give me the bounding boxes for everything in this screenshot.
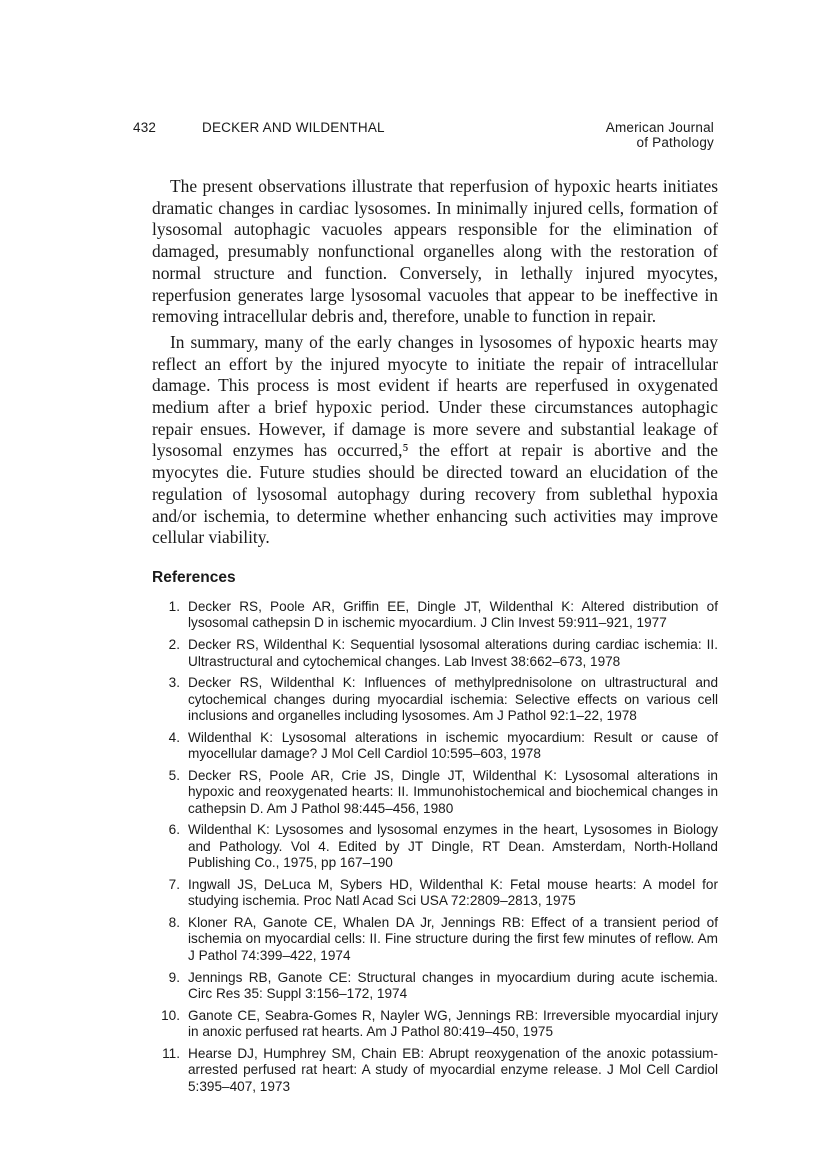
reference-item: [152, 1008, 718, 1041]
reference-text: Decker RS, Wildenthal K: Sequential lysosomal alterations during cardiac ischemia: II. Ultrastructural and cytochemical changes. Lab Invest 38:662–673, 1978: [188, 637, 718, 669]
reference-number: 7.: [168, 876, 180, 892]
reference-number: 8.: [168, 914, 180, 930]
reference-item: [152, 915, 718, 964]
reference-item: [152, 1046, 718, 1095]
reference-number: 6.: [168, 822, 180, 838]
references-heading: References: [152, 569, 236, 586]
reference-text: Ganote CE, Seabra-Gomes R, Nayler WG, Jennings RB: Irreversible myocardial injury in anoxic perfused rat hearts. Am J Pathol 80:419–450, 1975: [188, 1007, 718, 1040]
paragraph-summary: In summary, many of the early changes in lysosomes of hypoxic hearts may reflect an effort by the injured myocyte to initiate the repair of intracellular damage. This process is most evident if hearts are reperfused in oxygenated medium after a brief hypoxic period. Under these circumstances autophagic repair ensues. However, if damage is more severe and substantial leakage of lysosomal enzymes has occurred,⁵ the effort at repair is abortive and the myocytes die. Future studies should be directed toward an elucidation of the regulation of lysosomal autophagy during recovery from sublethal hypoxia and/or ischemia, to determine whether enhancing such activities may improve cellular viability.: [152, 331, 718, 548]
reference-text: Jennings RB, Ganote CE: Structural changes in myocardium during acute ischemia. Circ Res 35: Suppl 3:156–172, 1974: [188, 969, 718, 1001]
reference-item: [152, 768, 718, 817]
running-header: [133, 120, 714, 150]
reference-text: Hearse DJ, Humphrey SM, Chain EB: Abrupt reoxygenation of the anoxic potassium-arrested perfused rat heart: A study of myocardial enzyme release. J Mol Cell Cardiol 5:395–407, 1973: [188, 1045, 718, 1094]
reference-text: Wildenthal K: Lysosomes and lysosomal enzymes in the heart, Lysosomes in Biology and Pathology. Vol 4. Edited by JT Dingle, RT Dean. Amsterdam, North-Holland Publishing Co., 1975, pp 167–190: [188, 822, 718, 871]
reference-number: 2.: [168, 637, 180, 653]
running-author: DECKER AND WILDENTHAL: [202, 120, 385, 135]
reference-text: Decker RS, Poole AR, Griffin EE, Dingle JT, Wildenthal K: Altered distribution of lysosomal cathepsin D in ischemic myocardium. J Clin Invest 59:911–921, 1977: [188, 599, 718, 631]
reference-list: [152, 599, 718, 1100]
reference-item: [152, 970, 718, 1003]
body-text: [152, 176, 718, 553]
reference-text: Ingwall JS, DeLuca M, Sybers HD, Wildenthal K: Fetal mouse hearts: A model for studying ischemia. Proc Natl Acad Sci USA 72:2809–2813, 1975: [188, 876, 718, 909]
reference-text: Decker RS, Poole AR, Crie JS, Dingle JT, Wildenthal K: Lysosomal alterations in hypoxic and reoxygenated hearts: II. Immunohistochemical and biochemical changes in cathepsin D. Am J Pathol 98:445–456, 1980: [188, 767, 718, 816]
reference-number: 4.: [168, 729, 180, 745]
reference-text: Kloner RA, Ganote CE, Whalen DA Jr, Jennings RB: Effect of a transient period of ischemia on myocardial cells: II. Fine structure during the first few minutes of reflow. Am J Pathol 74:399–422, 1974: [188, 914, 718, 963]
paragraph-conclusion: The present observations illustrate that reperfusion of hypoxic hearts initiates dramatic changes in cardiac lysosomes. In minimally injured cells, formation of lysosomal autophagic vacuoles appears responsible for the elimination of damaged, presumably nonfunctional organelles along with the restoration of normal structure and function. Conversely, in lethally injured myocytes, reperfusion generates large lysosomal vacuoles that appear to be ineffective in removing intracellular debris and, therefore, unable to function in repair.: [152, 176, 718, 327]
reference-number: 11.: [162, 1045, 180, 1061]
reference-number: 10.: [161, 1007, 180, 1023]
page-number: 432: [133, 120, 157, 135]
reference-text: Wildenthal K: Lysosomal alterations in ischemic myocardium: Result or cause of myocellular damage? J Mol Cell Cardiol 10:595–603, 1978: [188, 729, 718, 762]
journal-name-line-1: American Journal: [605, 120, 714, 135]
reference-item: [152, 675, 718, 724]
reference-item: [152, 730, 718, 763]
journal-name-line-2: of Pathology: [636, 135, 714, 150]
reference-item: [152, 822, 718, 871]
reference-item: [152, 599, 718, 632]
reference-item: [152, 877, 718, 910]
reference-number: 9.: [168, 969, 180, 985]
reference-text: Decker RS, Wildenthal K: Influences of methylprednisolone on ultrastructural and cytochemical changes during myocardial ischemia: Selective effects on various cell inclusions and organelles including lysosomes. Am J Pathol 92:1–22, 1978: [188, 675, 718, 724]
reference-item: [152, 637, 718, 670]
reference-number: 1.: [168, 599, 180, 614]
reference-number: 5.: [168, 767, 180, 783]
journal-name: [606, 120, 714, 150]
reference-number: 3.: [168, 675, 180, 691]
